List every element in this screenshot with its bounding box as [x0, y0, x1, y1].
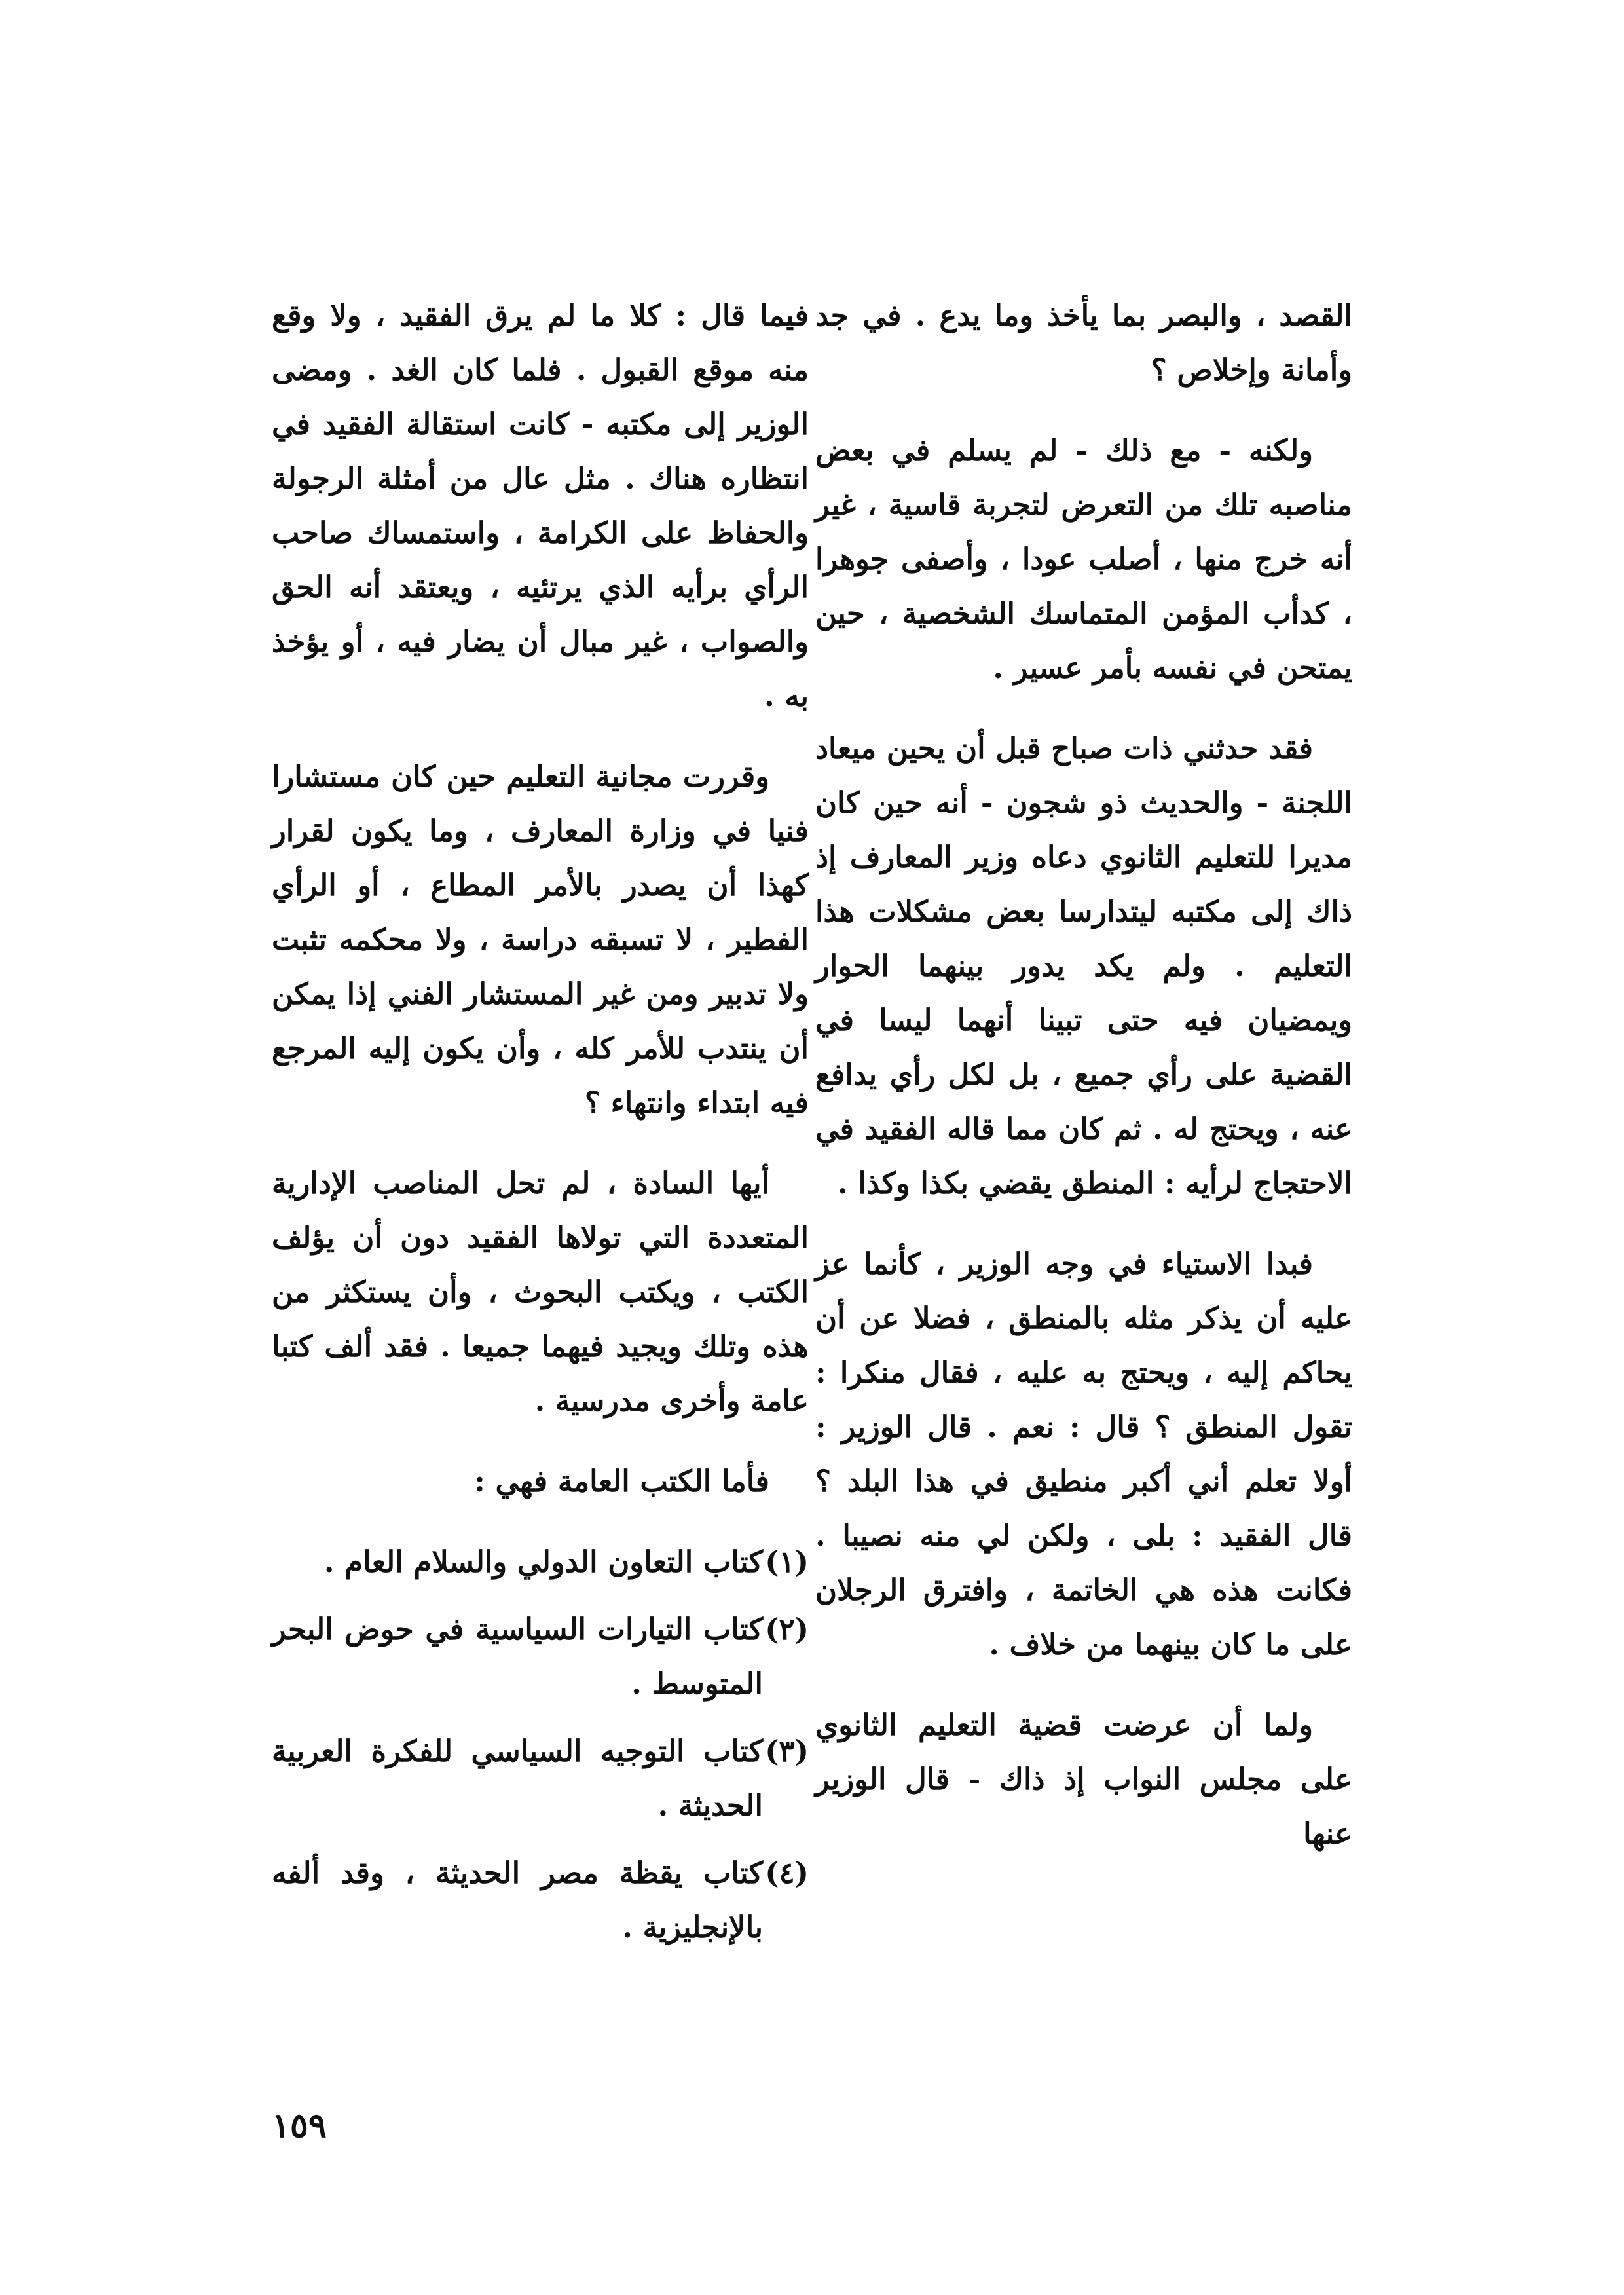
left-column	[272, 288, 809, 1968]
paragraph: فبدا الاستياء في وجه الوزير ، كأنما عز عليه أن يذكر مثله بالمنطق ، فضلا عن أن يحاكم إليه ، ويحتج به عليه ، فقال منكرا : تقول المنطق ؟ قال : نعم . قال الوزير : أولا تعلم أني أكبر منطيق في هذا البلد ؟ قال الفقيد : بلى ، ولكن لي منه نصيبا . فكانت هذه هي الخاتمة ، وافترق الرجلان على ما كان بينهما من خلاف .	[815, 1246, 1352, 1662]
list-heading: فأما الكتب العامة فهي :	[474, 1464, 769, 1499]
paragraph: ولما أن عرضت قضية التعليم الثانوي على مجلس النواب إذ ذاك - قال الوزير عنها	[815, 1707, 1352, 1851]
list-text: كتاب التعاون الدولي والسلام العام .	[323, 1544, 763, 1579]
right-column	[815, 288, 1352, 1887]
list-number: (١)	[765, 1544, 809, 1579]
paragraph: وقررت مجانية التعليم حين كان مستشارا فنيا في وزارة المعارف ، وما يكون لقرار كهذا أن يصدر بالأمر المطاع ، أو الرأي الفطير ، لا تسبقه دراسة ، ولا محكمه تثبت ولا تدبير ومن غير المستشار الفني إذا يمكن أن ينتدب للأمر كله ، وأن يكون إليه المرجع فيه ابتداء وانتهاء ؟	[272, 759, 809, 1120]
paragraph: أيها السادة ، لم تحل المناصب الإدارية المتعددة التي تولاها الفقيد دون أن يؤلف الكتب ، ويكتب البحوث ، وأن يستكثر من هذه وتلك ويجيد فيهما جميعا . فقد ألف كتبا عامة وأخرى مدرسية .	[272, 1166, 809, 1418]
list-text: كتاب التوجيه السياسي للفكرة العربية الحديثة .	[272, 1734, 763, 1823]
list-text: كتاب التيارات السياسية في حوض البحر المتوسط .	[272, 1612, 763, 1701]
list-number: (٢)	[765, 1612, 809, 1647]
page-number: ١٥٩	[272, 2106, 327, 2146]
list-text: كتاب يقظة مصر الحديثة ، وقد ألفه بالإنجليزية .	[272, 1856, 763, 1945]
list-item	[272, 1724, 809, 1833]
paragraph: ولكنه - مع ذلك - لم يسلم في بعض مناصبه تلك من التعرض لتجربة قاسية ، غير أنه خرج منها ، أصلب عودا ، وأصفى جوهرا ، كدأب المؤمن المتماسك الشخصية ، حين يمتحن في نفسه بأمر عسير .	[815, 433, 1352, 685]
list-item	[272, 1846, 809, 1954]
list-item	[272, 1602, 809, 1711]
list-item	[272, 1535, 809, 1589]
list-number: (٤)	[765, 1856, 809, 1890]
paragraph: فيما قال : كلا ما لم يرق الفقيد ، ولا وقع منه موقع القبول . فلما كان الغد . ومضى الوزير إلى مكتبه - كانت استقالة الفقيد في انتظاره هناك . مثل عال من أمثلة الرجولة والحفاظ على الكرامة ، واستمساك صاحب الرأي برأيه الذي يرتئيه ، ويعتقد أنه الحق والصواب ، غير مبال أن يضار فيه ، أو يؤخذ به .	[272, 298, 809, 713]
list-number: (٣)	[765, 1734, 809, 1768]
paragraph: فقد حدثني ذات صباح قبل أن يحين ميعاد اللجنة - والحديث ذو شجون - أنه حين كان مديرا للتعليم الثانوي دعاه وزير المعارف إذ ذاك إلى مكتبه ليتدارسا بعض مشكلات هذا التعليم . ولم يكد يدور بينهما الحوار ويمضيان فيه حتى تبينا أنهما ليسا في القضية على رأي جميع ، بل لكل رأي يدافع عنه ، ويحتج له . ثم كان مما قاله الفقيد في الاحتجاج لرأيه : المنطق يقضي بكذا وكذا .	[815, 731, 1352, 1201]
paragraph: القصد ، والبصر بما يأخذ وما يدع . في جد وأمانة وإخلاص ؟	[815, 298, 1352, 387]
